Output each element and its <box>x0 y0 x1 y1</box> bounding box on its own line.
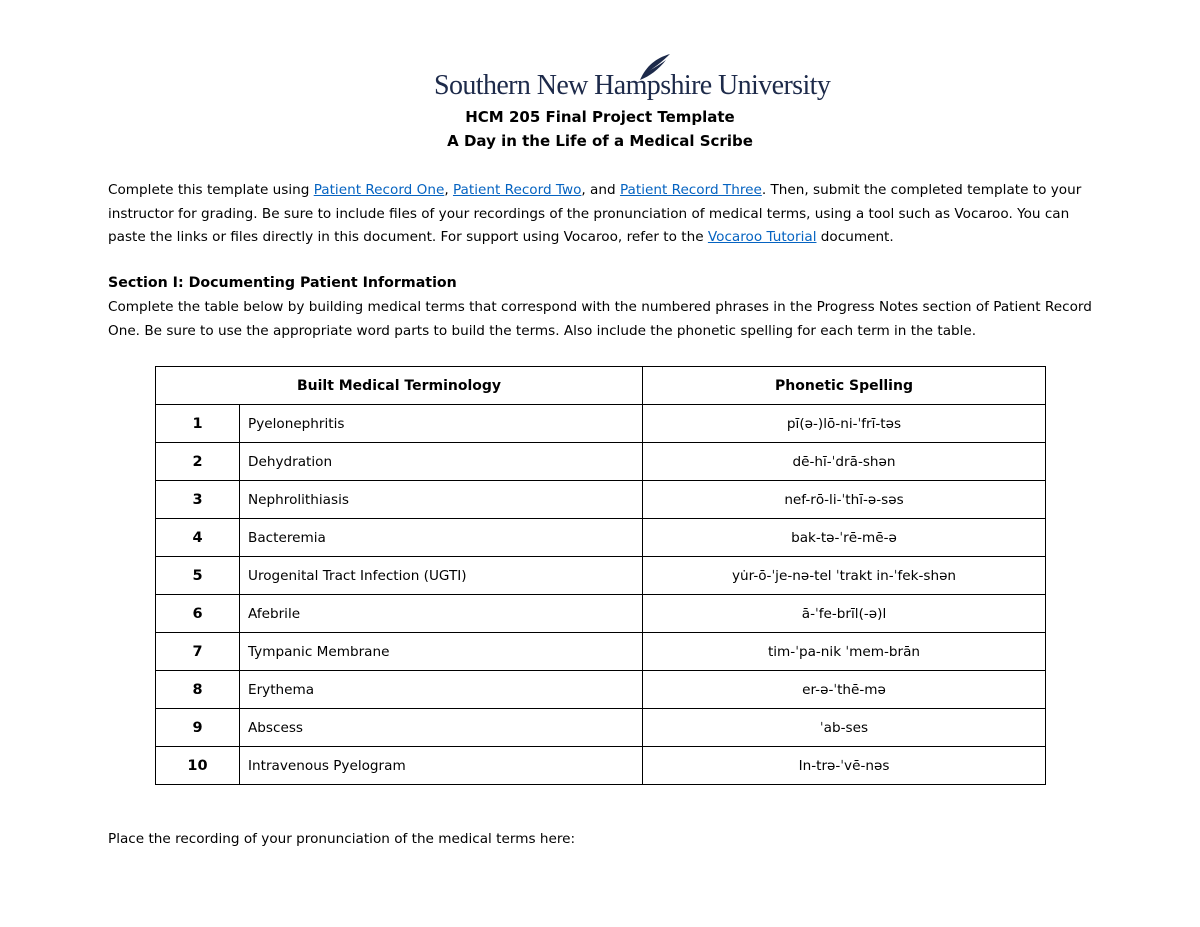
document-subtitle: A Day in the Life of a Medical Scribe <box>447 132 753 150</box>
medical-term: Abscess <box>240 709 643 747</box>
vocaroo-tutorial-link[interactable]: Vocaroo Tutorial <box>707 229 817 245</box>
university-logo <box>434 52 831 102</box>
medical-term: Afebrile <box>240 595 643 633</box>
terminology-table <box>155 366 1046 785</box>
intro-text: Complete this template using <box>108 182 314 198</box>
table-row <box>156 405 1046 443</box>
row-number: 4 <box>156 519 240 557</box>
table-row <box>156 557 1046 595</box>
quill-leaf-icon <box>636 52 672 82</box>
medical-term: Tympanic Membrane <box>240 633 643 671</box>
medical-term: Bacteremia <box>240 519 643 557</box>
table-row <box>156 747 1046 785</box>
logo-text: Southern New Hampshire University <box>434 70 831 101</box>
phonetic-spelling: In-trə-ˈvē-nəs <box>643 747 1046 785</box>
document-title: HCM 205 Final Project Template <box>465 108 735 126</box>
intro-text: document. <box>816 229 894 245</box>
medical-term: Erythema <box>240 671 643 709</box>
table-row <box>156 595 1046 633</box>
table-row <box>156 633 1046 671</box>
medical-term: Intravenous Pyelogram <box>240 747 643 785</box>
intro-paragraph <box>108 179 1098 250</box>
phonetic-spelling: nef-rō-li-ˈthī-ə-səs <box>643 481 1046 519</box>
phonetic-spelling: yu̇r-ō-ˈje-nə-tel ˈtrakt in-ˈfek-shən <box>643 557 1046 595</box>
table-row <box>156 709 1046 747</box>
phonetic-spelling: bak-tə-ˈrē-mē-ə <box>643 519 1046 557</box>
phonetic-spelling: ā-ˈfe-brīl(-ə)l <box>643 595 1046 633</box>
section-instructions: Complete the table below by building medical terms that correspond with the numbered phrases in the Progress Notes section of Patient Record One. Be sure to use the appropriate word parts to build the terms. Also include the phonetic spelling for each term in the table. <box>108 299 1092 339</box>
intro-text: . Then, submit the completed template to your instructor for grading. Be sure to include files of your recordings of the pronunciation of medical terms, using a tool such as Vocaroo. You can paste the links or files directly in this document. For support using Vocaroo, refer to the <box>108 182 1082 245</box>
section-heading: Section I: Documenting Patient Information <box>108 275 457 291</box>
row-number: 7 <box>156 633 240 671</box>
row-number: 3 <box>156 481 240 519</box>
medical-term: Urogenital Tract Infection (UGTI) <box>240 557 643 595</box>
patient-record-two-link[interactable]: Patient Record Two <box>452 182 582 198</box>
table-row <box>156 443 1046 481</box>
phonetic-spelling: er-ə-ˈthē-mə <box>643 671 1046 709</box>
intro-text: , and <box>581 182 620 198</box>
intro-text: , <box>444 182 453 198</box>
row-number: 8 <box>156 671 240 709</box>
phonetic-spelling: ˈab-ses <box>643 709 1046 747</box>
table-row <box>156 481 1046 519</box>
phonetic-header: Phonetic Spelling <box>643 367 1046 405</box>
recording-prompt: Place the recording of your pronunciation of the medical terms here: <box>108 831 576 847</box>
phonetic-spelling: pī(ə-)lō-ni-ˈfrī-təs <box>643 405 1046 443</box>
row-number: 9 <box>156 709 240 747</box>
table-header-row <box>156 367 1046 405</box>
row-number: 6 <box>156 595 240 633</box>
medical-term: Nephrolithiasis <box>240 481 643 519</box>
row-number: 1 <box>156 405 240 443</box>
patient-record-three-link[interactable]: Patient Record Three <box>619 182 762 198</box>
medical-term: Dehydration <box>240 443 643 481</box>
patient-record-one-link[interactable]: Patient Record One <box>313 182 445 198</box>
table-row <box>156 671 1046 709</box>
row-number: 10 <box>156 747 240 785</box>
medical-term: Pyelonephritis <box>240 405 643 443</box>
row-number: 2 <box>156 443 240 481</box>
row-number: 5 <box>156 557 240 595</box>
phonetic-spelling: tim-ˈpa-nik ˈmem-brān <box>643 633 1046 671</box>
phonetic-spelling: dē-hī-ˈdrā-shən <box>643 443 1046 481</box>
table-row <box>156 519 1046 557</box>
terminology-header: Built Medical Terminology <box>156 367 643 405</box>
